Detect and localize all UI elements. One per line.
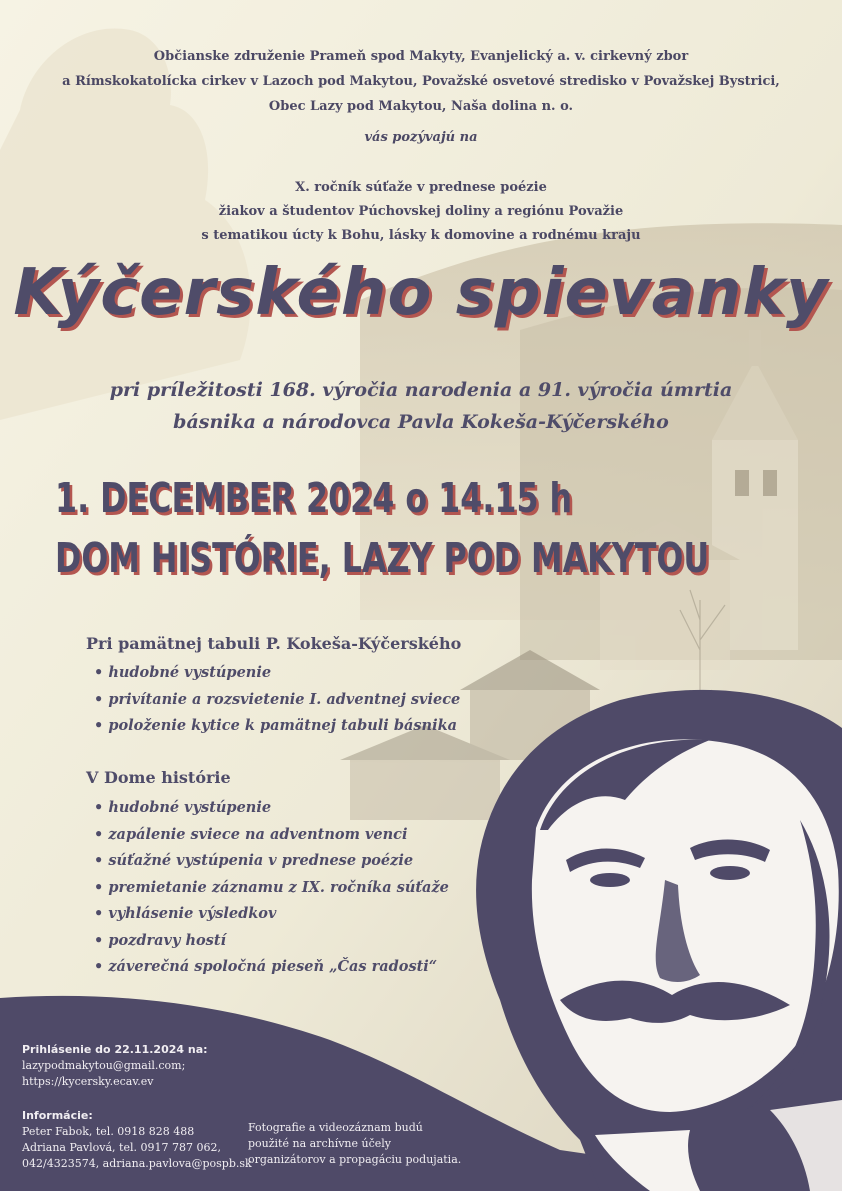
organizers-line: Obec Lazy pod Makytou, Naša dolina n. o. (268, 99, 574, 114)
contact-line[interactable]: 042/4323574, adriana.pavlova@pospb.sk (22, 1157, 252, 1170)
invite-text: vás pozývajú na (364, 130, 478, 145)
list-item: • záverečná spoločná pieseň „Čas radosti“ (94, 954, 449, 981)
media-note (248, 1120, 461, 1168)
info-label: Informácie: (22, 1109, 93, 1122)
event-subtitle (0, 374, 842, 438)
program-list-house (94, 795, 449, 981)
program-heading-house: V Dome histórie (86, 768, 231, 787)
registration-block (22, 1042, 208, 1090)
subtitle-line: básnika a národovca Pavla Kokeša-Kýčerského (173, 411, 669, 433)
contest-line: X. ročník súťaže v prednese poézie (295, 180, 547, 195)
note-line: použité na archívne účely (248, 1137, 391, 1150)
registration-label: Prihlásenie do 22.11.2024 na: (22, 1043, 208, 1056)
list-item: • zapálenie sviece na adventnom venci (94, 822, 449, 849)
event-date: 1. DECEMBER 2024 o 14.15 h (55, 474, 573, 522)
list-item: • vyhlásenie výsledkov (94, 901, 449, 928)
contest-line: s tematikou úcty k Bohu, lásky k domovine a rodnému kraju (201, 228, 641, 243)
organizers-line: a Rímskokatolícka cirkev v Lazoch pod Makytou, Považské osvetové stredisko v Považskej Bystrici, (62, 74, 780, 89)
organizers-line: Občianske združenie Prameň spod Makyty, Evanjelický a. v. cirkevný zbor (153, 49, 689, 64)
program-heading-plaque: Pri pamätnej tabuli P. Kokeša-Kýčerského (86, 634, 462, 653)
list-item: • položenie kytice k pamätnej tabuli básnika (94, 713, 460, 740)
list-item: • pozdravy hostí (94, 928, 449, 955)
note-line: Fotografie a videozáznam budú (248, 1121, 423, 1134)
list-item: • súťažné vystúpenia v prednese poézie (94, 848, 449, 875)
list-item: • hudobné vystúpenie (94, 660, 460, 687)
list-item: • privítanie a rozsvietenie I. adventnej sviece (94, 687, 460, 714)
contact-line: Adriana Pavlová, tel. 0917 787 062, (22, 1141, 221, 1154)
note-line: organizátorov a propagáciu podujatia. (248, 1153, 462, 1166)
contest-line: žiakov a študentov Púchovskej doliny a regiónu Považie (218, 204, 624, 219)
contact-line: Peter Fabok, tel. 0918 828 488 (22, 1125, 195, 1138)
list-item: • hudobné vystúpenie (94, 795, 449, 822)
list-item: • premietanie záznamu z IX. ročníka súťaže (94, 875, 449, 902)
event-title: Kýčerského spievanky (13, 256, 829, 330)
subtitle-line: pri príležitosti 168. výročia narodenia a 91. výročia úmrtia (109, 379, 733, 401)
registration-website[interactable]: https://kycersky.ecav.ev (22, 1075, 154, 1088)
info-block (22, 1108, 252, 1172)
program-list-plaque (94, 660, 460, 740)
registration-email[interactable]: lazypodmakytou@gmail.com; (22, 1059, 186, 1072)
organizers-block (60, 44, 782, 119)
contest-description (60, 176, 782, 248)
event-place: DOM HISTÓRIE, LAZY POD MAKYTOU (55, 534, 710, 582)
